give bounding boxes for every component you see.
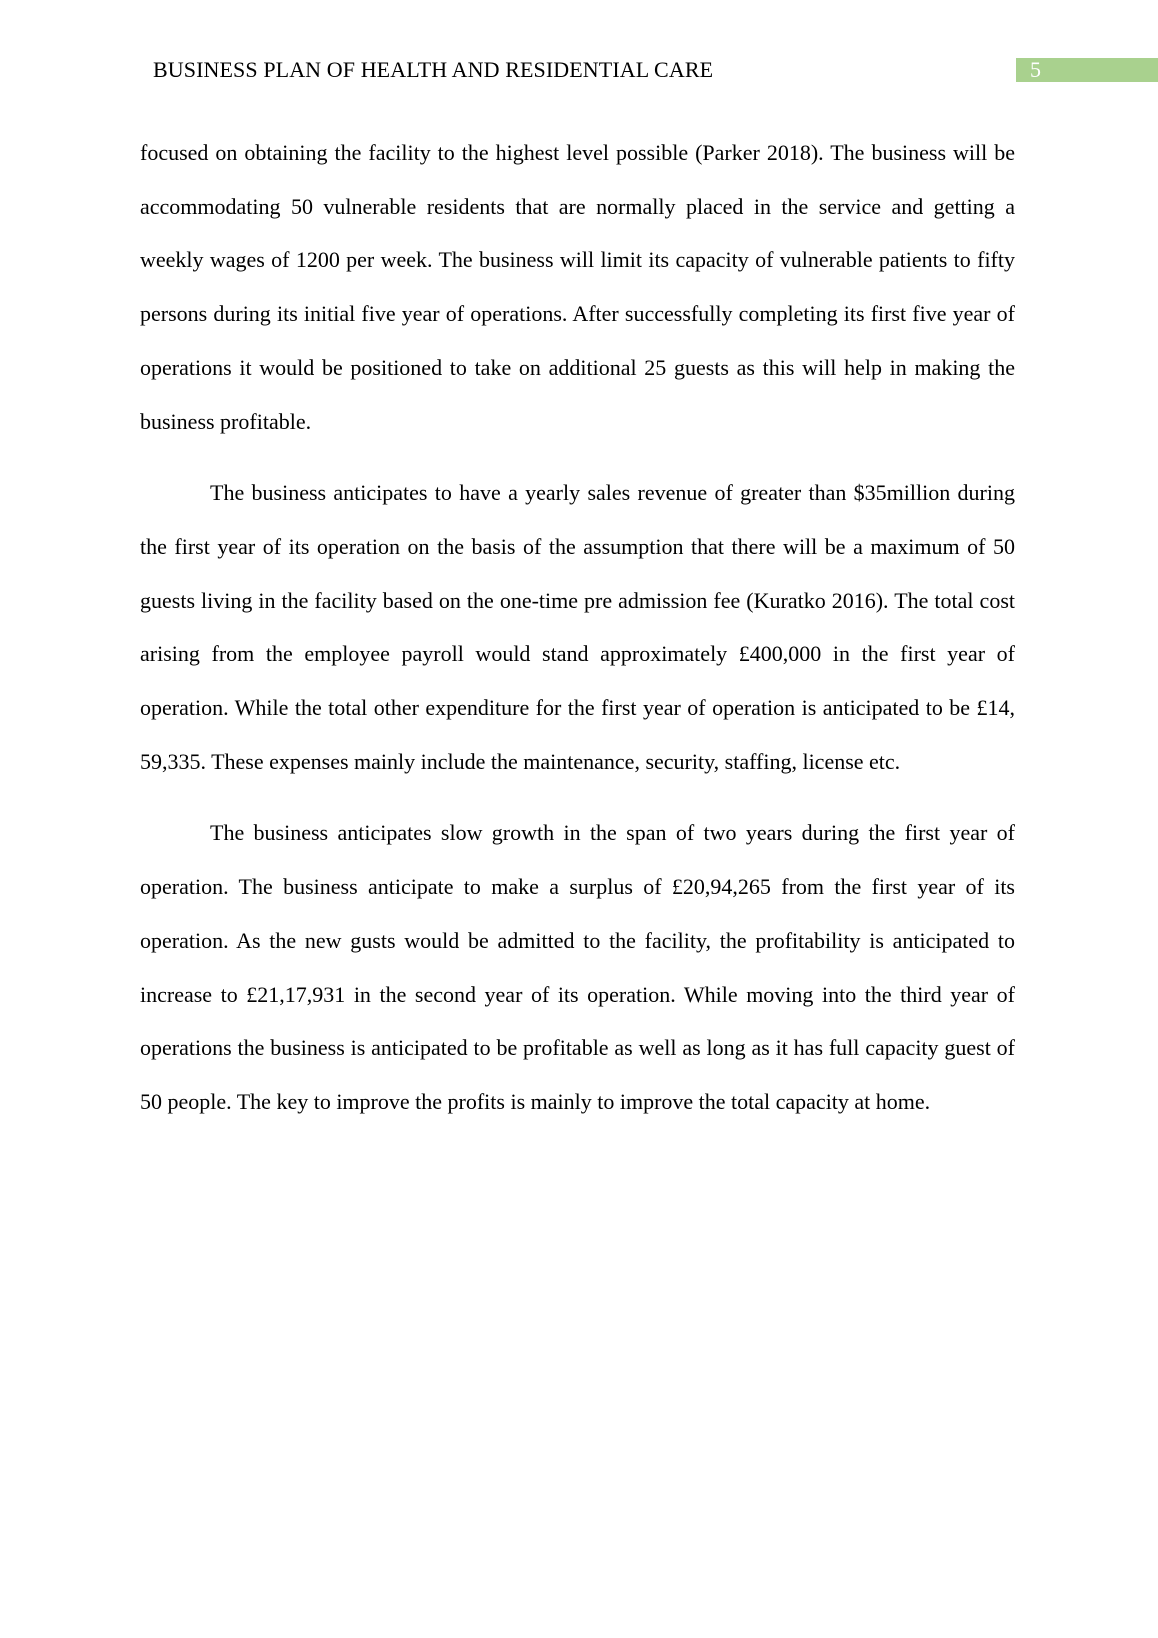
paragraph-growth: The business anticipates slow growth in the span of two years during the first year of operation. The business anticipate to make a surplus of £20,94,265 from the first year of its operation. As the new gusts would be admitted to the facility, the profitability is anticipated to increase to £21,17,931 in the second year of its operation. While moving into the third year of operations the business is anticipated to be profitable as well as long as it has full capacity guest of 50 people. The key to improve the profits is mainly to improve the total capacity at home. [140,820,1015,1114]
body-text [140,126,1015,1129]
paragraph-revenue: The business anticipates to have a yearly sales revenue of greater than $35million during the first year of its operation on the basis of the assumption that there will be a maximum of 50 guests living in the facility based on the one-time pre admission fee (Kuratko 2016). The total cost arising from the employee payroll would stand approximately £400,000 in the first year of operation. While the total other expenditure for the first year of operation is anticipated to be £14, 59,335. These expenses mainly include the maintenance, security, staffing, license etc. [140,480,1015,774]
running-header-title: BUSINESS PLAN OF HEALTH AND RESIDENTIAL CARE [153,57,714,82]
page-number-badge [1016,58,1158,82]
page-number: 5 [1030,57,1041,82]
paragraph-continued: focused on obtaining the facility to the highest level possible (Parker 2018). The business will be accommodating 50 vulnerable residents that are normally placed in the service and getting a weekly wages of 1200 per week. The business will limit its capacity of vulnerable patients to fifty persons during its initial five year of operations. After successfully completing its first five year of operations it would be positioned to take on additional 25 guests as this will help in making the business profitable. [140,140,1015,434]
